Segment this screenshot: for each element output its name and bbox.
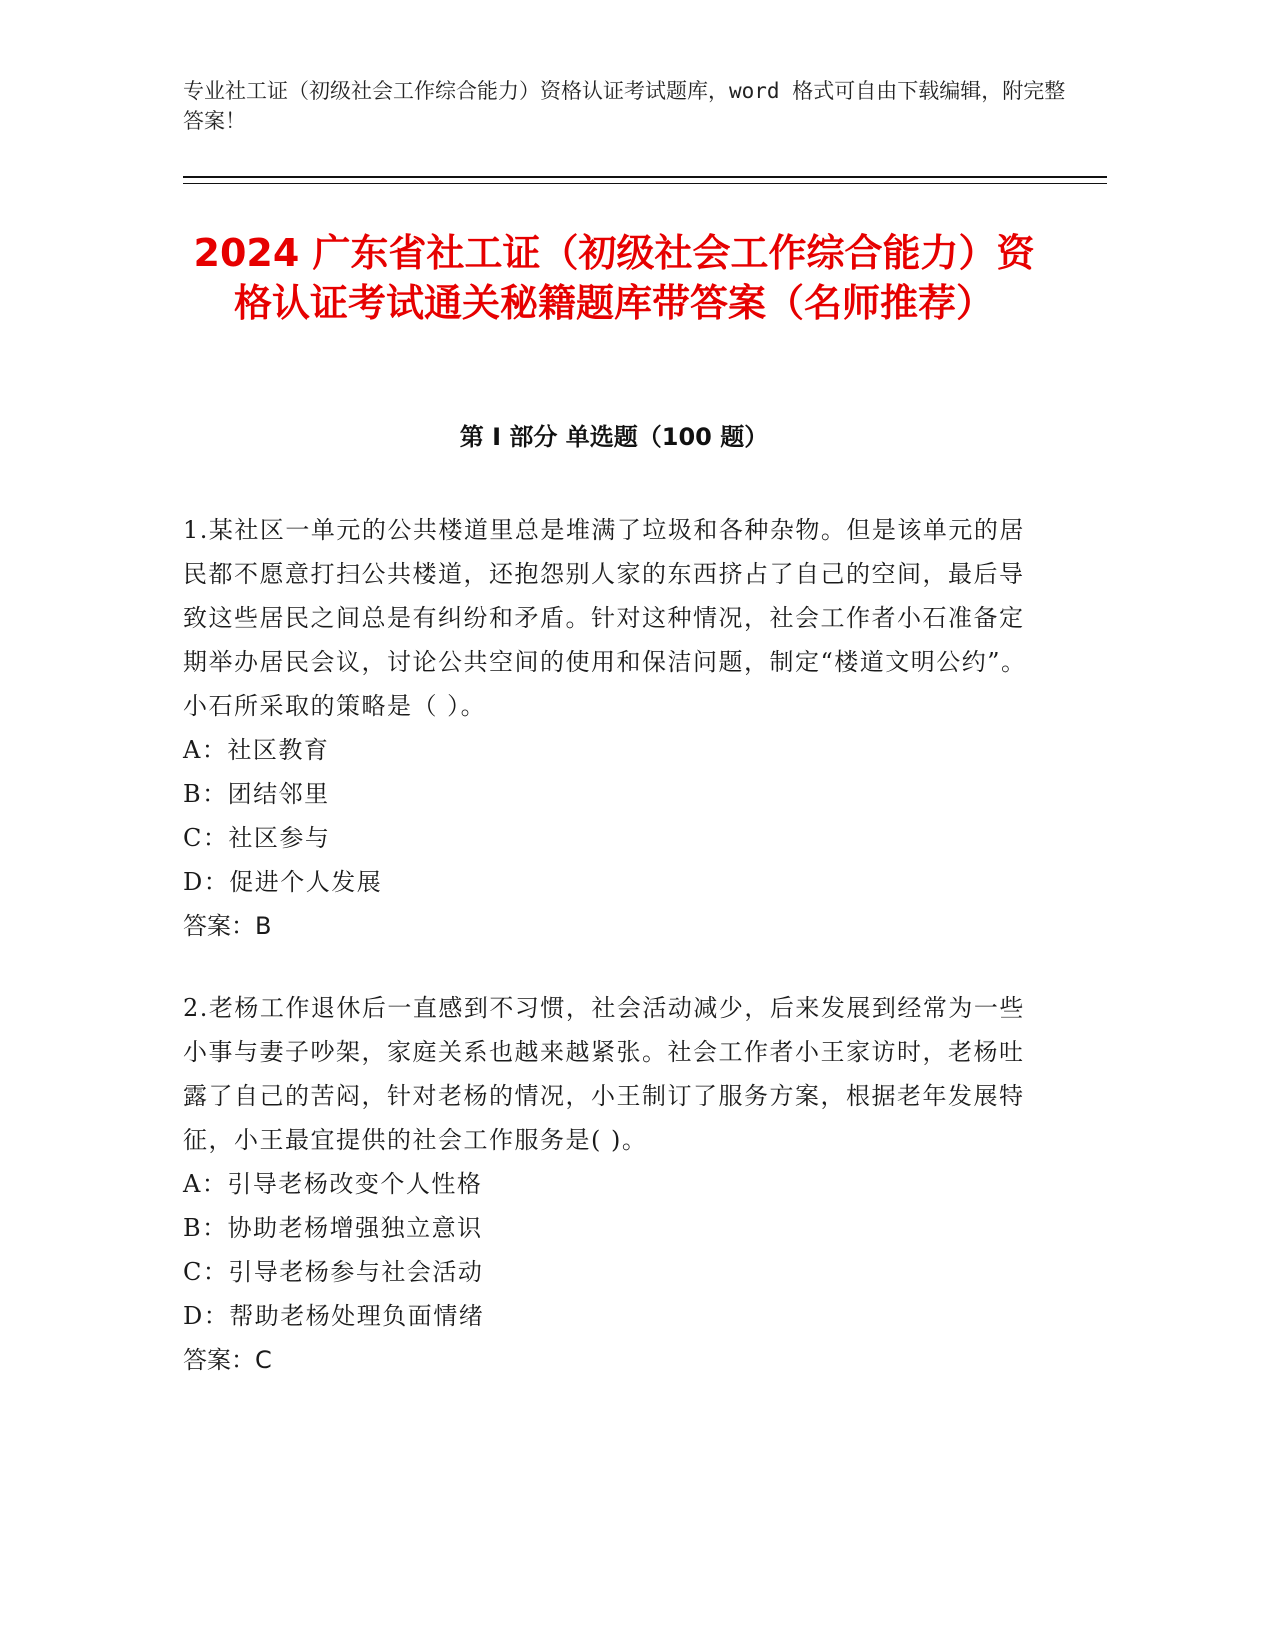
answer: 答案：B bbox=[183, 912, 272, 940]
question-1 bbox=[183, 508, 1033, 948]
document-title: 2024 广东省社工证（初级社会工作综合能力）资格认证考试通关秘籍题库带答案（名师推荐） bbox=[193, 231, 1035, 325]
option-d: D：促进个人发展 bbox=[183, 868, 383, 896]
option-a: A：引导老杨改变个人性格 bbox=[183, 1170, 483, 1198]
option-c: C：社区参与 bbox=[183, 824, 331, 852]
header-divider-thin bbox=[183, 183, 1107, 184]
question-text: 2.老杨工作退休后一直感到不习惯，社会活动减少，后来发展到经常为一些小事与妻子吵架，家庭关系也越来越紧张。社会工作者小王家访时，老杨吐露了自己的苦闷，针对老杨的情况，小王制订了服务方案，根据老年发展特征，小王最宜提供的社会工作服务是( )。 bbox=[183, 994, 1025, 1154]
answer: 答案：C bbox=[183, 1346, 272, 1374]
option-c: C：引导老杨参与社会活动 bbox=[183, 1258, 484, 1286]
header-note: 专业社工证（初级社会工作综合能力）资格认证考试题库，word 格式可自由下载编辑，附完整答案！ bbox=[183, 79, 1066, 133]
question-2 bbox=[183, 986, 1033, 1382]
header-divider-thick bbox=[183, 176, 1107, 178]
option-a: A：社区教育 bbox=[183, 736, 330, 764]
option-b: B：团结邻里 bbox=[183, 780, 330, 808]
option-b: B：协助老杨增强独立意识 bbox=[183, 1214, 483, 1242]
section-heading: 第 I 部分 单选题（100 题） bbox=[459, 423, 769, 451]
question-text: 1.某社区一单元的公共楼道里总是堆满了垃圾和各种杂物。但是该单元的居民都不愿意打扫公共楼道，还抱怨别人家的东西挤占了自己的空间，最后导致这些居民之间总是有纠纷和矛盾。针对这种情况，社会工作者小石准备定期举办居民会议，讨论公共空间的使用和保洁问题，制定“楼道文明公约”。小石所采取的策略是（ ）。 bbox=[183, 516, 1027, 720]
option-d: D：帮助老杨处理负面情绪 bbox=[183, 1302, 485, 1330]
